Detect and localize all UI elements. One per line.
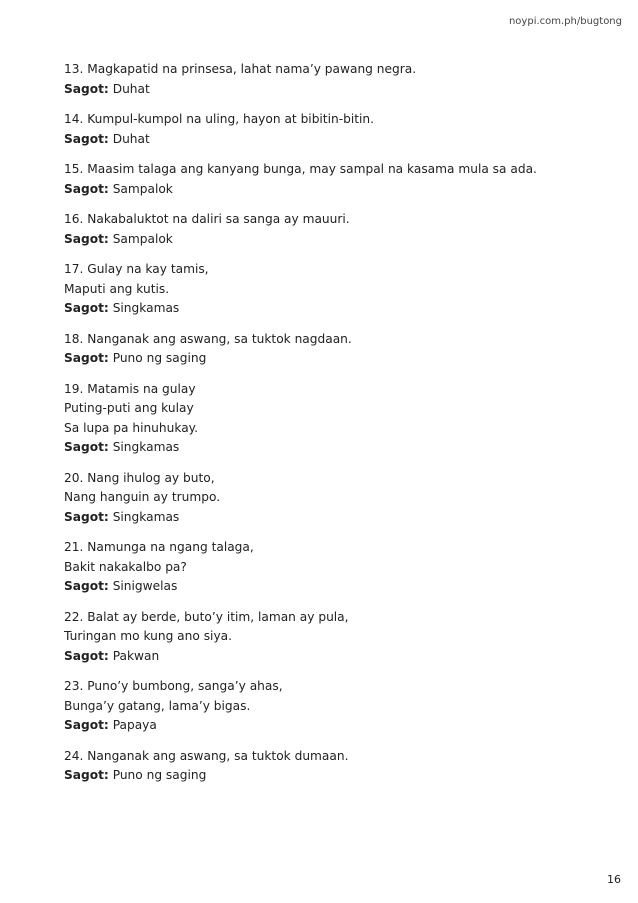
answer-value: Duhat (112, 81, 150, 96)
answer-value: Papaya (112, 718, 157, 732)
answer-label: Sagot: (64, 579, 109, 593)
riddle-list (64, 60, 604, 797)
riddle-answer (64, 577, 604, 597)
riddle-item (64, 469, 604, 528)
page-number: 16 (607, 873, 621, 886)
riddle-line: 16. Nakabaluktot na daliri sa sanga ay mauuri. (64, 212, 350, 226)
answer-value: Puno ng saging (112, 768, 207, 782)
riddle-line: Bakit nakakalbo pa? (64, 559, 187, 574)
riddle-item (64, 60, 604, 99)
answer-value: Puno ng saging (112, 351, 207, 365)
riddle-line: Maputi ang kutis. (64, 281, 170, 296)
answer-label: Sagot: (64, 440, 109, 454)
riddle-answer (64, 508, 604, 528)
riddle-line: 22. Balat ay berde, buto’y itim, laman ay pula, (64, 609, 349, 624)
riddle-line: 24. Nanganak ang aswang, sa tuktok dumaan. (64, 748, 349, 763)
riddle-item (64, 110, 604, 149)
riddle-item (64, 677, 604, 736)
answer-value: Sampalok (112, 231, 173, 246)
riddle-item (64, 330, 604, 369)
answer-label: Sagot: (64, 351, 109, 365)
answer-value: Singkamas (112, 509, 180, 524)
riddle-line: Puting-puti ang kulay (64, 401, 194, 415)
riddle-line: 23. Puno’y bumbong, sanga’y ahas, (64, 679, 283, 693)
answer-label: Sagot: (64, 768, 109, 782)
answer-label: Sagot: (64, 181, 109, 196)
answer-label: Sagot: (64, 231, 109, 246)
riddle-answer (64, 130, 604, 150)
answer-value: Singkamas (112, 440, 180, 454)
riddle-line: 14. Kumpul-kumpol na uling, hayon at bibitin-bitin. (64, 112, 374, 126)
riddle-answer (64, 766, 604, 786)
riddle-answer (64, 349, 604, 369)
riddle-answer (64, 716, 604, 736)
riddle-answer (64, 647, 604, 667)
riddle-answer (64, 80, 604, 100)
riddle-answer (64, 180, 604, 200)
riddle-line: 15. Maasim talaga ang kanyang bunga, may sampal na kasama mula sa ada. (64, 162, 537, 176)
riddle-line: 20. Nang ihulog ay buto, (64, 470, 215, 485)
riddle-line: 18. Nanganak ang aswang, sa tuktok nagdaan. (64, 331, 352, 346)
riddle-line: 13. Magkapatid na prinsesa, lahat nama’y pawang negra. (64, 62, 417, 76)
riddle-answer (64, 438, 604, 458)
riddle-line: 19. Matamis na gulay (64, 381, 196, 396)
riddle-item (64, 538, 604, 597)
riddle-line: Bunga’y gatang, lama’y bigas. (64, 698, 251, 713)
riddle-answer (64, 230, 604, 250)
answer-label: Sagot: (64, 509, 109, 524)
riddle-line: 21. Namunga na ngang talaga, (64, 540, 254, 554)
riddle-item (64, 260, 604, 319)
answer-value: Sampalok (112, 181, 173, 196)
riddle-item (64, 160, 604, 199)
answer-label: Sagot: (64, 81, 109, 96)
riddle-line: Nang hanguin ay trumpo. (64, 490, 221, 504)
riddle-item (64, 210, 604, 249)
header-url: noypi.com.ph/bugtong (508, 16, 622, 27)
answer-label: Sagot: (64, 648, 109, 663)
answer-label: Sagot: (64, 301, 109, 315)
answer-value: Sinigwelas (112, 579, 178, 593)
answer-value: Singkamas (112, 301, 180, 315)
answer-value: Pakwan (112, 648, 160, 663)
riddle-item (64, 747, 604, 786)
riddle-line: Sa lupa pa hinuhukay. (64, 420, 199, 435)
riddle-line: Turingan mo kung ano siya. (64, 629, 232, 643)
riddle-answer (64, 299, 604, 319)
answer-label: Sagot: (64, 718, 109, 732)
riddle-item (64, 608, 604, 667)
answer-label: Sagot: (64, 131, 109, 146)
riddle-line: 17. Gulay na kay tamis, (64, 262, 209, 276)
answer-value: Duhat (112, 131, 150, 146)
riddle-item (64, 380, 604, 458)
